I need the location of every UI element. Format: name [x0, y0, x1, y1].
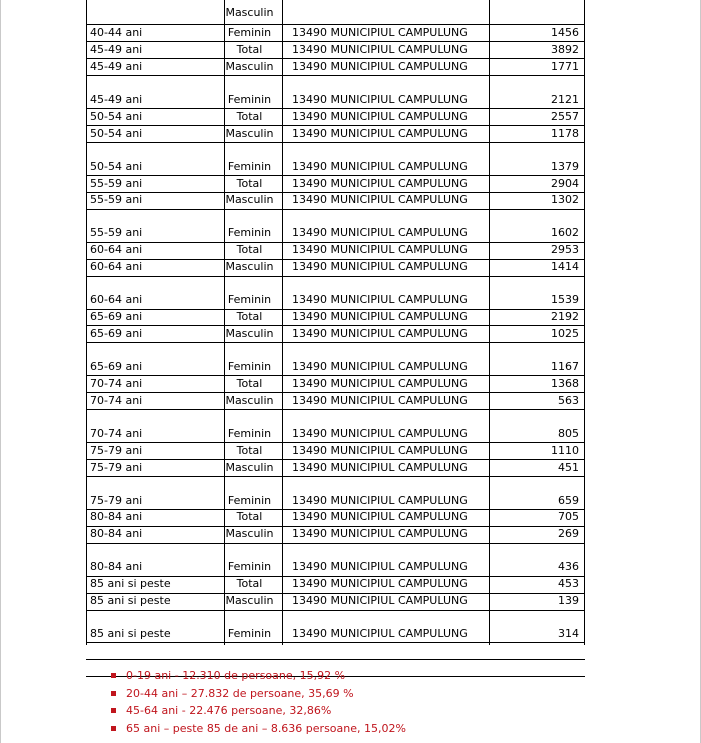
table-cell-locality: 13490 MUNICIPIUL CAMPULUNG — [292, 527, 468, 540]
table-cell-value: 805 — [558, 427, 579, 440]
table-cell-sex: Masculin — [225, 60, 274, 73]
table-cell-sex: Masculin — [225, 594, 274, 607]
table-cell-locality: 13490 MUNICIPIUL CAMPULUNG — [292, 127, 468, 140]
table-cell-age: 65-69 ani — [90, 327, 143, 340]
table-cell-value: 1602 — [551, 226, 579, 239]
table-cell-sex: Feminin — [227, 26, 272, 39]
summary-item-text: 0-19 ani - 12.310 de persoane, 15,92 % — [126, 669, 346, 682]
table-cell-sex: Feminin — [227, 627, 272, 640]
table-cell-value: 139 — [558, 594, 579, 607]
table-cell-age: 55-59 ani — [90, 193, 143, 206]
table-cell-age: 70-74 ani — [90, 394, 143, 407]
table-row-border — [86, 610, 585, 611]
table-cell-value: 1178 — [551, 127, 579, 140]
table-cell-age: 70-74 ani — [90, 427, 143, 440]
table-cell-sex: Masculin — [225, 193, 274, 206]
table-cell-sex: Feminin — [227, 160, 272, 173]
table-cell-sex: Feminin — [227, 93, 272, 106]
table-cell-locality: 13490 MUNICIPIUL CAMPULUNG — [292, 377, 468, 390]
table-cell-sex-fragment: Masculin — [225, 6, 274, 19]
table-cell-sex: Feminin — [227, 494, 272, 507]
table-row-border — [86, 642, 585, 643]
table-cell-sex: Total — [236, 43, 263, 56]
bullet-icon — [111, 673, 116, 678]
table-cell-value: 2557 — [551, 110, 579, 123]
table-cell-sex: Masculin — [225, 527, 274, 540]
table-cell-locality: 13490 MUNICIPIUL CAMPULUNG — [292, 93, 468, 106]
table-cell-age: 50-54 ani — [90, 160, 143, 173]
summary-item — [111, 702, 406, 720]
table-cell-locality: 13490 MUNICIPIUL CAMPULUNG — [292, 427, 468, 440]
table-cell-age: 60-64 ani — [90, 260, 143, 273]
table-cell-value: 2953 — [551, 243, 579, 256]
table-cell-age: 80-84 ani — [90, 560, 143, 573]
summary-item — [111, 667, 406, 685]
summary-item — [111, 720, 406, 738]
table-cell-locality: 13490 MUNICIPIUL CAMPULUNG — [292, 160, 468, 173]
table-cell-value: 2121 — [551, 93, 579, 106]
summary-item-text: 20-44 ani – 27.832 de persoane, 35,69 % — [126, 686, 354, 700]
table-cell-locality: 13490 MUNICIPIUL CAMPULUNG — [292, 226, 468, 239]
table-row-border — [86, 75, 585, 76]
table-cell-value: 314 — [558, 627, 579, 640]
table-cell-age: 65-69 ani — [90, 310, 143, 323]
table-cell-age: 85 ani si peste — [90, 594, 171, 607]
table-cell-locality: 13490 MUNICIPIUL CAMPULUNG — [292, 260, 468, 273]
table-cell-age: 45-49 ani — [90, 43, 143, 56]
table-cell-value: 1110 — [551, 444, 579, 457]
table-cell-value: 1456 — [551, 26, 579, 39]
bullet-icon — [111, 726, 116, 731]
table-cell-sex: Feminin — [227, 293, 272, 306]
table-cell-value: 705 — [558, 510, 579, 523]
table-row-border — [86, 476, 585, 477]
table-cell-sex: Masculin — [225, 461, 274, 474]
table-cell-age: 65-69 ani — [90, 360, 143, 373]
table-cell-value: 563 — [558, 394, 579, 407]
bullet-icon — [111, 708, 116, 713]
table-cell-age: 85 ani si peste — [90, 627, 171, 640]
table-cell-locality: 13490 MUNICIPIUL CAMPULUNG — [292, 360, 468, 373]
table-cell-locality: 13490 MUNICIPIUL CAMPULUNG — [292, 26, 468, 39]
table-cell-locality: 13490 MUNICIPIUL CAMPULUNG — [292, 577, 468, 590]
table-cell-locality: 13490 MUNICIPIUL CAMPULUNG — [292, 627, 468, 640]
table-cell-value: 1025 — [551, 327, 579, 340]
table-cell-value: 1379 — [551, 160, 579, 173]
table-cell-age: 60-64 ani — [90, 293, 143, 306]
table-cell-locality: 13490 MUNICIPIUL CAMPULUNG — [292, 461, 468, 474]
table-row-border — [86, 409, 585, 410]
table-cell-locality: 13490 MUNICIPIUL CAMPULUNG — [292, 444, 468, 457]
table-column-border — [86, 0, 87, 645]
table-row-border — [86, 543, 585, 544]
table-cell-locality: 13490 MUNICIPIUL CAMPULUNG — [292, 243, 468, 256]
table-cell-age: 55-59 ani — [90, 177, 143, 190]
table-cell-value: 2192 — [551, 310, 579, 323]
table-cell-locality: 13490 MUNICIPIUL CAMPULUNG — [292, 43, 468, 56]
table-cell-value: 659 — [558, 494, 579, 507]
table-cell-age: 70-74 ani — [90, 377, 143, 390]
table-cell-locality: 13490 MUNICIPIUL CAMPULUNG — [292, 510, 468, 523]
table-cell-age: 55-59 ani — [90, 226, 143, 239]
table-cell-age: 80-84 ani — [90, 527, 143, 540]
table-cell-locality: 13490 MUNICIPIUL CAMPULUNG — [292, 327, 468, 340]
table-cell-sex: Masculin — [225, 127, 274, 140]
table-cell-value: 269 — [558, 527, 579, 540]
table-cell-locality: 13490 MUNICIPIUL CAMPULUNG — [292, 594, 468, 607]
table-cell-value: 1771 — [551, 60, 579, 73]
table-cell-locality: 13490 MUNICIPIUL CAMPULUNG — [292, 293, 468, 306]
table-cell-value: 2904 — [551, 177, 579, 190]
table-cell-sex: Feminin — [227, 226, 272, 239]
table-cell-sex: Total — [236, 177, 263, 190]
table-cell-sex: Feminin — [227, 360, 272, 373]
summary-item-text: 65 ani – peste 85 de ani – 8.636 persoane, 15,02% — [126, 721, 406, 735]
table-cell-value: 436 — [558, 560, 579, 573]
bullet-icon — [111, 691, 116, 696]
table-cell-sex: Total — [236, 110, 263, 123]
table-cell-sex: Total — [236, 377, 263, 390]
table-cell-age: 45-49 ani — [90, 60, 143, 73]
table-cell-locality: 13490 MUNICIPIUL CAMPULUNG — [292, 560, 468, 573]
summary-item-text: 45-64 ani - 22.476 persoane, 32,86% — [126, 704, 332, 717]
table-cell-locality: 13490 MUNICIPIUL CAMPULUNG — [292, 494, 468, 507]
table-cell-locality: 13490 MUNICIPIUL CAMPULUNG — [292, 110, 468, 123]
table-cell-value: 3892 — [551, 43, 579, 56]
table-cell-sex: Total — [236, 310, 263, 323]
table-row-border — [86, 342, 585, 343]
table-cell-age: 75-79 ani — [90, 444, 143, 457]
table-cell-sex: Total — [236, 444, 263, 457]
table-cell-sex: Masculin — [225, 327, 274, 340]
table-column-border — [282, 0, 283, 645]
table-cell-sex: Feminin — [227, 560, 272, 573]
table-cell-age: 50-54 ani — [90, 110, 143, 123]
table-row-border — [86, 209, 585, 210]
table-cell-sex: Masculin — [225, 394, 274, 407]
table-cell-age: 50-54 ani — [90, 127, 143, 140]
table-row-border — [86, 276, 585, 277]
table-cell-value: 1368 — [551, 377, 579, 390]
table-cell-locality: 13490 MUNICIPIUL CAMPULUNG — [292, 310, 468, 323]
table-cell-sex: Total — [236, 510, 263, 523]
table-cell-age: 75-79 ani — [90, 461, 143, 474]
table-cell-value: 1167 — [551, 360, 579, 373]
summary-list — [111, 667, 406, 737]
table-cell-sex: Total — [236, 243, 263, 256]
table-cell-age: 85 ani si peste — [90, 577, 171, 590]
table-cell-age: 80-84 ani — [90, 510, 143, 523]
table-cell-value: 1302 — [551, 193, 579, 206]
population-table — [86, 0, 585, 645]
table-cell-sex: Feminin — [227, 427, 272, 440]
table-cell-age: 60-64 ani — [90, 243, 143, 256]
table-cell-value: 451 — [558, 461, 579, 474]
table-column-border — [489, 0, 490, 645]
table-cell-value: 1414 — [551, 260, 579, 273]
table-cell-age: 75-79 ani — [90, 494, 143, 507]
table-row-border — [86, 142, 585, 143]
table-cell-age: 40-44 ani — [90, 26, 143, 39]
table-cell-value: 1539 — [551, 293, 579, 306]
table-cell-locality: 13490 MUNICIPIUL CAMPULUNG — [292, 177, 468, 190]
table-cell-sex: Total — [236, 577, 263, 590]
table-column-border — [584, 0, 585, 645]
table-cell-locality: 13490 MUNICIPIUL CAMPULUNG — [292, 60, 468, 73]
table-row-border — [86, 659, 585, 660]
table-cell-value: 453 — [558, 577, 579, 590]
table-cell-locality: 13490 MUNICIPIUL CAMPULUNG — [292, 193, 468, 206]
table-cell-sex: Masculin — [225, 260, 274, 273]
table-cell-locality: 13490 MUNICIPIUL CAMPULUNG — [292, 394, 468, 407]
summary-item — [111, 685, 406, 703]
table-cell-age: 45-49 ani — [90, 93, 143, 106]
